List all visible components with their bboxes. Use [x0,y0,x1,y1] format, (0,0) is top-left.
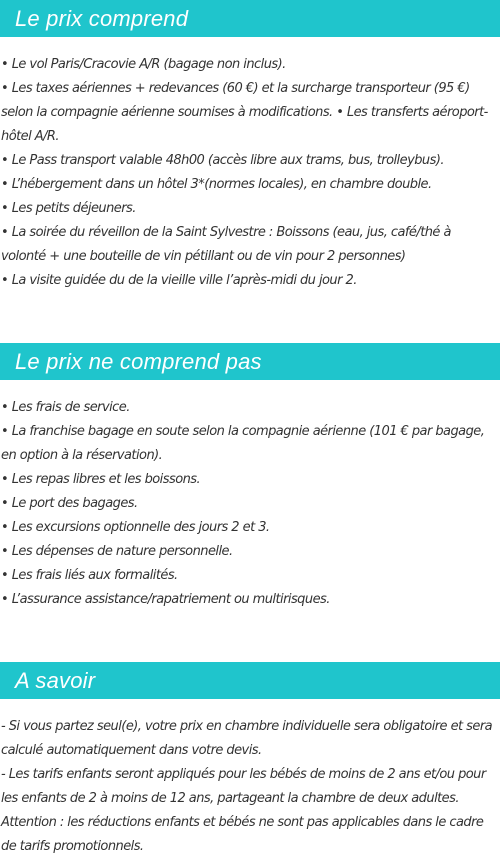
info-paragraph: - Les tarifs enfants seront appliqués pour les bébés de moins de 2 ans et/ou pour les enfants de 2 à moins de 12 ans, partageant la chambre de deux adultes. [1,767,486,806]
includes-list [1,53,499,293]
includes-header [0,0,500,37]
excludes-item: • Les dépenses de nature personnelle. [1,544,233,559]
includes-item: • La soirée du réveillon de la Saint Sylvestre : Boissons (eau, jus, café/thé à volonté + une bouteille de vin pétillant ou de vin pour 2 personnes) [1,225,451,264]
includes-item: • L’hébergement dans un hôtel 3*(normes locales), en chambre double. [1,177,432,192]
excludes-item: • Les repas libres et les boissons. [1,472,201,487]
info-paragraph: Attention : les réductions enfants et bébés ne sont pas applicables dans le cadre de tarifs promotionnels. [1,815,484,854]
includes-title: Le prix comprend [15,5,189,31]
excludes-item: • Les excursions optionnelle des jours 2 et 3. [1,520,270,535]
info-body [1,715,499,859]
excludes-list [1,396,499,612]
excludes-item: • L’assurance assistance/rapatriement ou multirisques. [1,592,330,607]
excludes-item: • Les frais liés aux formalités. [1,568,178,583]
info-paragraph: - Si vous partez seul(e), votre prix en chambre individuelle sera obligatoire et sera calculé automatiquement dans votre devis. [1,719,493,758]
excludes-item: • La franchise bagage en soute selon la compagnie aérienne (101 € par bagage, en option à la réservation). [1,424,485,463]
includes-item: • Les taxes aériennes + redevances (60 €) et la surcharge transporteur (95 €) selon la compagnie aérienne soumises à modifications. • Les transferts aéroport-hôtel A/R. [1,81,488,144]
excludes-item: • Les frais de service. [1,400,130,415]
info-title: A savoir [15,667,96,693]
excludes-title: Le prix ne comprend pas [15,348,262,374]
includes-item: • Les petits déjeuners. [1,201,136,216]
includes-item: • La visite guidée du de la vieille ville l’après-midi du jour 2. [1,273,357,288]
info-header [0,662,500,699]
excludes-header [0,343,500,380]
includes-item: • Le vol Paris/Cracovie A/R (bagage non inclus). [1,57,286,72]
includes-item: • Le Pass transport valable 48h00 (accès libre aux trams, bus, trolleybus). [1,153,444,168]
excludes-item: • Le port des bagages. [1,496,138,511]
